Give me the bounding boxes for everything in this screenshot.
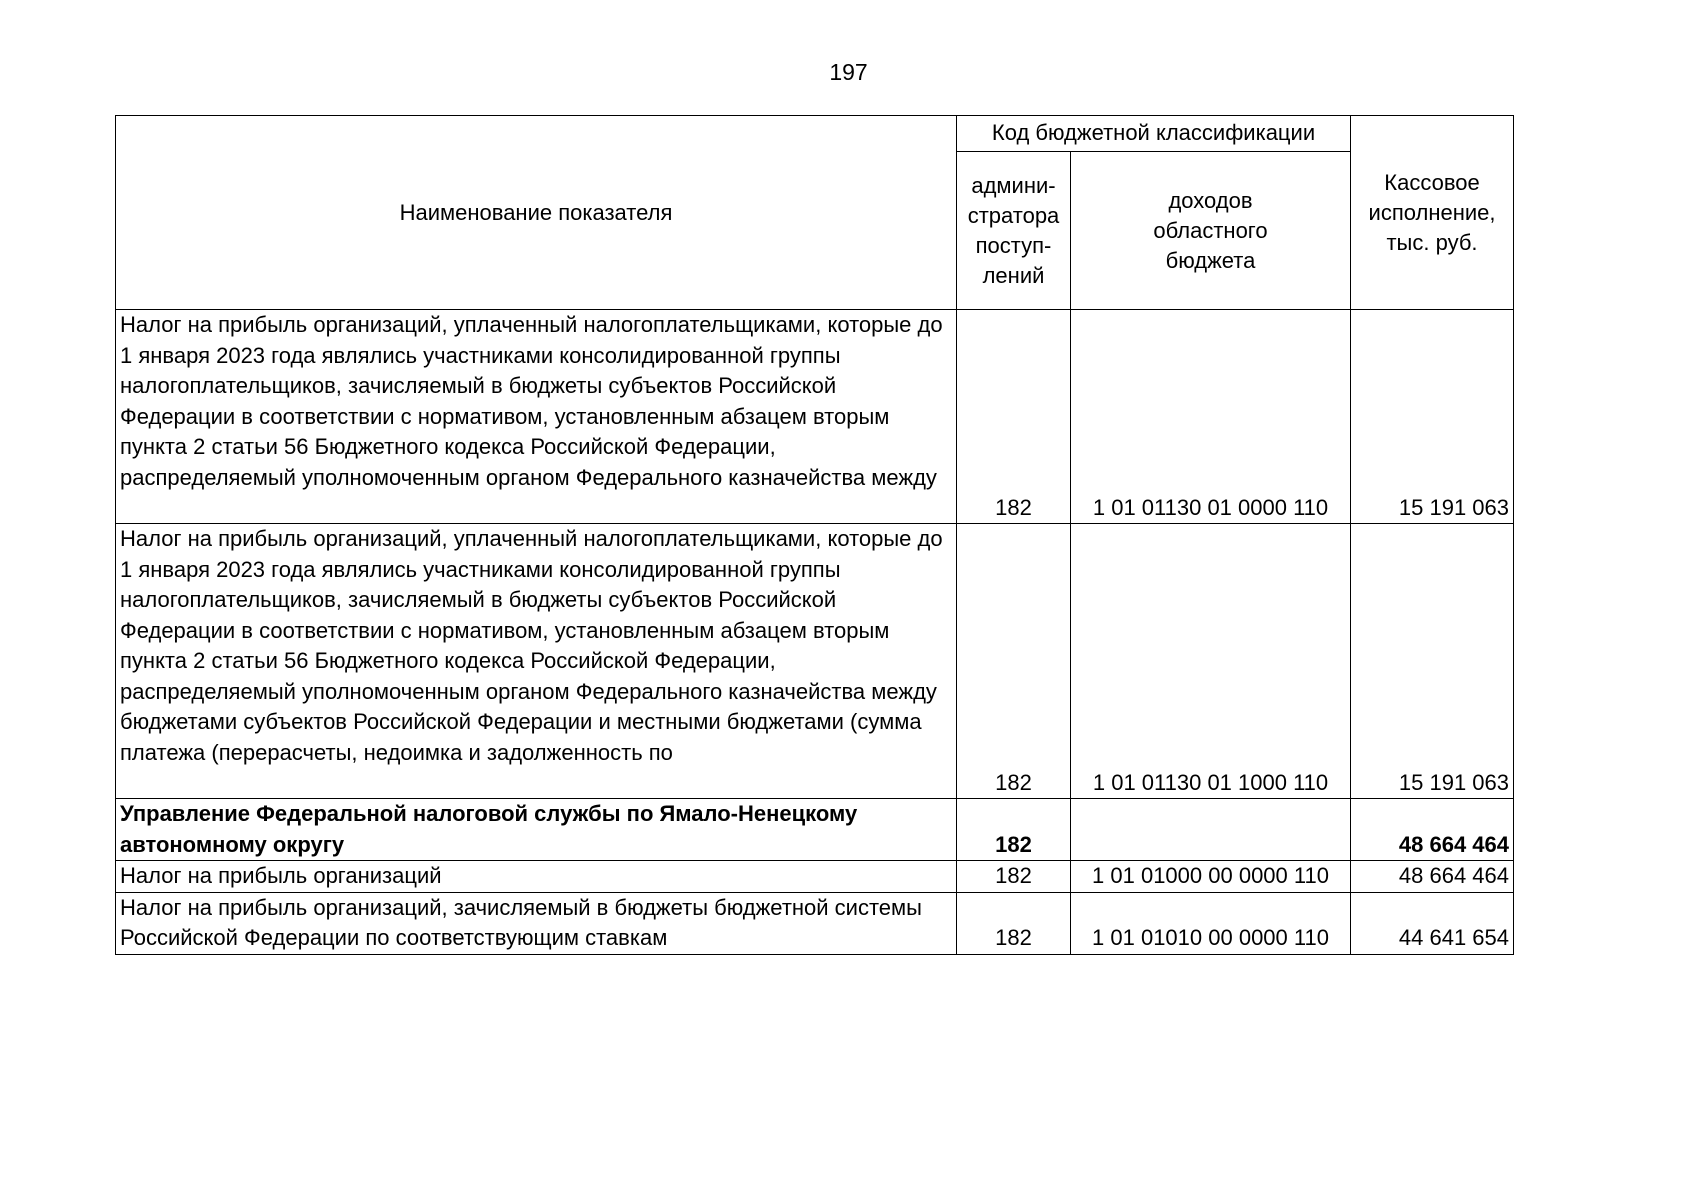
header-indicator-name-label: Наименование показателя bbox=[399, 199, 673, 225]
row-amount: 15 191 063 bbox=[1351, 310, 1514, 524]
row-name-text: Налог на прибыль организаций, уплаченный налогоплательщиками, которые до 1 января 2023 года являлись участниками консолидированной группы налогоплательщиков, зачисляемый в бюджеты субъектов Российской Федерации в соответствии с нормативом, установленным абзацем вторым пункта 2 статьи 56 Бюджетного кодекса Российской Федерации, распределяемый уполномоченным органом Федерального казначейства между бюджетами субъектов Российской Федерации и местными бюджетами (сумма платежа (перерасчеты, недоимка и задолженность по bbox=[120, 526, 943, 765]
table-row bbox=[116, 310, 1514, 524]
header-cash-execution-label: Кассовое исполнение, тыс. руб. bbox=[1368, 169, 1496, 255]
row-name-cell bbox=[116, 524, 957, 799]
header-income-code-label: доходов областного бюджета bbox=[1153, 187, 1268, 273]
table-row bbox=[116, 861, 1514, 893]
header-classification-code-label: Код бюджетной классификации bbox=[991, 120, 1316, 146]
row-admin-code: 182 bbox=[957, 861, 1071, 893]
row-amount: 44 641 654 bbox=[1351, 892, 1514, 954]
page-number: 197 bbox=[829, 59, 868, 85]
row-name-text: Налог на прибыль организаций, уплаченный налогоплательщиками, которые до 1 января 2023 года являлись участниками консолидированной группы налогоплательщиков, зачисляемый в бюджеты субъектов Российской Федерации в соответствии с нормативом, установленным абзацем вторым пункта 2 статьи 56 Бюджетного кодекса Российской Федерации, распределяемый уполномоченным органом Федерального казначейства между bbox=[120, 312, 943, 490]
row-name-text: Налог на прибыль организаций bbox=[116, 861, 957, 893]
table-row-subtotal bbox=[116, 799, 1514, 861]
row-name-cell bbox=[116, 310, 957, 524]
row-income-code: 1 01 01130 01 1000 110 bbox=[1071, 524, 1351, 799]
row-amount: 48 664 464 bbox=[1351, 799, 1514, 861]
row-admin-code: 182 bbox=[957, 892, 1071, 954]
table-row bbox=[116, 524, 1514, 799]
row-amount: 15 191 063 bbox=[1351, 524, 1514, 799]
header-admin-code bbox=[957, 152, 1071, 310]
row-name-text: Налог на прибыль организаций, зачисляемый в бюджеты бюджетной системы Российской Федерации по соответствующим ставкам bbox=[116, 892, 957, 954]
row-income-code: 1 01 01130 01 0000 110 bbox=[1071, 310, 1351, 524]
header-income-code bbox=[1071, 152, 1351, 310]
header-admin-code-label: админи- стратора поступ- лений bbox=[967, 172, 1060, 288]
header-classification-code bbox=[957, 116, 1351, 152]
row-admin-code: 182 bbox=[957, 799, 1071, 861]
header-cash-execution bbox=[1351, 116, 1514, 310]
row-admin-code: 182 bbox=[957, 310, 1071, 524]
row-amount: 48 664 464 bbox=[1351, 861, 1514, 893]
budget-income-table bbox=[115, 115, 1514, 955]
table-row bbox=[116, 892, 1514, 954]
row-income-code bbox=[1071, 799, 1351, 861]
row-name-text: Управление Федеральной налоговой службы по Ямало-Ненецкому автономному округу bbox=[116, 799, 957, 861]
row-admin-code: 182 bbox=[957, 524, 1071, 799]
row-income-code: 1 01 01000 00 0000 110 bbox=[1071, 861, 1351, 893]
row-income-code: 1 01 01010 00 0000 110 bbox=[1071, 892, 1351, 954]
header-indicator-name bbox=[116, 116, 957, 310]
